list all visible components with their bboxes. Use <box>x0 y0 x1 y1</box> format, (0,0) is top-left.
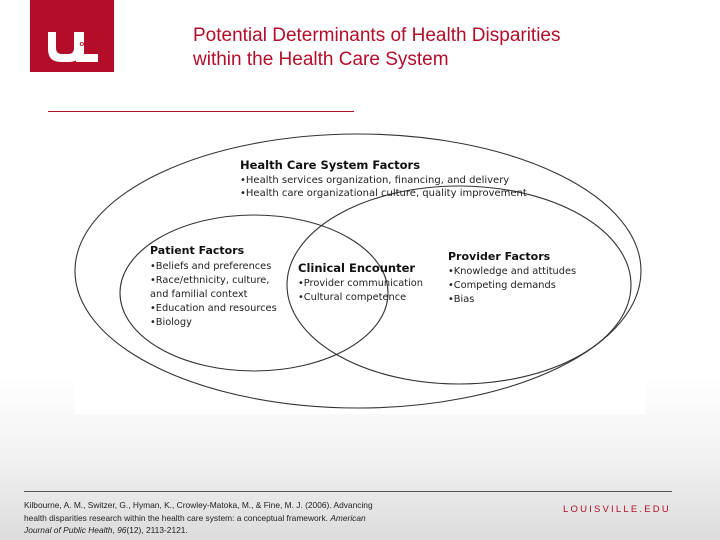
patient-item-1: •Beliefs and preferences <box>150 261 272 272</box>
encounter-item-1: •Provider communication <box>298 278 423 289</box>
encounter-heading: Clinical Encounter <box>298 261 416 275</box>
patient-item-4: •Education and resources <box>150 303 277 314</box>
citation-sep: , <box>112 525 118 536</box>
site-url[interactable]: LOUISVILLE.EDU <box>563 504 671 515</box>
title-line-2: within the Health Care System <box>193 49 449 70</box>
health-disparities-diagram <box>74 132 646 414</box>
svg-text:OF: OF <box>79 42 88 48</box>
title-line-1: Potential Determinants of Health Disparities <box>193 25 561 46</box>
slide-title <box>193 24 673 72</box>
footer-rule <box>24 491 672 492</box>
uofl-logo-mark <box>30 0 114 72</box>
citation <box>24 499 384 537</box>
patient-item-3: and familial context <box>150 289 248 300</box>
patient-heading: Patient Factors <box>150 244 245 257</box>
encounter-item-2: •Cultural competence <box>298 292 407 303</box>
provider-item-1: •Knowledge and attitudes <box>448 266 577 277</box>
provider-item-2: •Competing demands <box>448 280 556 291</box>
patient-item-5: •Biology <box>150 317 192 328</box>
uofl-logo <box>30 0 114 72</box>
provider-item-3: •Bias <box>448 294 475 305</box>
system-item-2: •Health care organizational culture, quality improvement <box>240 188 527 199</box>
citation-volume: 96 <box>117 525 127 536</box>
citation-journal: American Journal of Public Health <box>24 512 366 536</box>
citation-text: Kilbourne, A. M., Switzer, G., Hyman, K., Crowley-Matoka, M., & Fine, M. J. (2006). Advancing health disparities research within the health care system: a conceptual framework. <box>24 500 373 523</box>
title-underline <box>48 111 354 112</box>
system-heading: Health Care System Factors <box>240 158 421 172</box>
system-item-1: •Health services organization, financing, and delivery <box>240 175 510 186</box>
citation-pages: (12), 2113-2121. <box>126 525 188 536</box>
provider-heading: Provider Factors <box>448 250 551 263</box>
patient-item-2: •Race/ethnicity, culture, <box>150 275 270 286</box>
